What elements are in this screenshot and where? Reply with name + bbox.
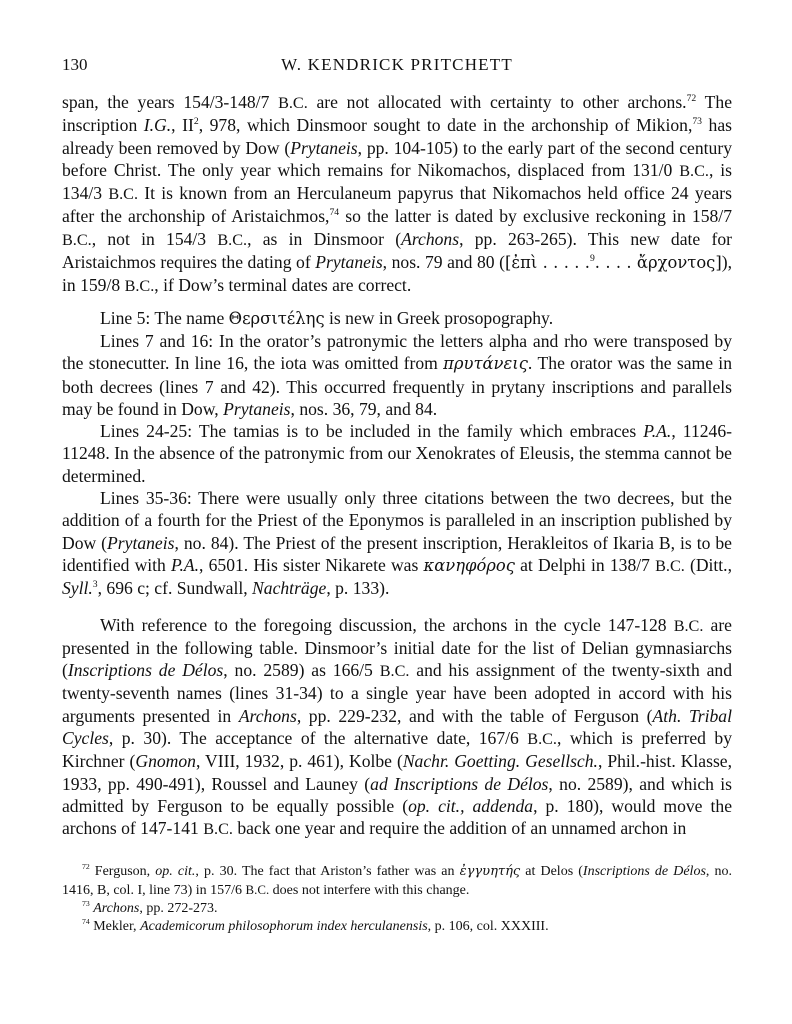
paragraph-archon-table-intro: With reference to the foregoing discussion, the archons in the cycle 147-128 B.C. are presented in the following table. Dinsmoor’s initial date for the list of Delian gymnasiarchs (Inscriptions de Délos, no. 2589) as 166/5 B.C. and his assignment of the twenty-sixth and twenty-seventh names (lines 31-34) to a single year have been adopted in accord with his arguments presented in Archons, pp. 229-232, and with the table of Ferguson (Ath. Tribal Cycles, p. 30). The acceptance of the alternative date, 167/6 B.C., which is preferred by Kirchner (Gnomon, VIII, 1932, p. 461), Kolbe (Nachr. Goetting. Gesellsch., Phil.-hist. Klasse, 1933, pp. 490-491), Roussel and Launey (ad Inscriptions de Délos, no. 2589), and which is admitted by Ferguson to be equally possible (op. cit., addenda, p. 180), would move the archons of 147-141 B.C. back one year and require the addition of an unnamed archon in [62, 614, 733, 839]
footnote-74: $^{74}$ Mekler, Academicorum philosophorum index herculanensis, p. 106, col. XXXIII. [82, 916, 549, 934]
greek-restoration: [ἐπὶ . . . . . [504, 253, 590, 273]
greek-word: πρυτάνεις [443, 354, 528, 374]
greek-word: κανηφόρος [423, 555, 515, 575]
page [62, 55, 732, 936]
footnote-ref-72: 72 [686, 92, 697, 104]
paragraph-line-5: Line 5: The name Θερσιτέλης is new in Greek prosopography. [100, 307, 554, 328]
footnotes [62, 863, 732, 936]
page-header [62, 55, 732, 81]
greek-word: ἐγγυητής [459, 863, 521, 879]
greek-name: Θερσιτέλης [228, 308, 325, 328]
footnote-73: $^{73}$ Archons, pp. 272-273. [82, 898, 218, 916]
paragraph-lines-35-36: Lines 35-36: There were usually only three citations between the two decrees, but the addition of a fourth for the Priest of the Eponymos is paralleled in an inscription published by Dow (Prytaneis, no. 84). The Priest of the present inscription, Herakleitos of Ikaria B, is to be identified with P.A., 6501. His sister Nikarete was κανηφόρος at Delphi in 138/7 B.C. (Ditt., Syll.$^3$, 696 c; cf. Sundwall, Nachträge, p. 133). [62, 488, 732, 599]
running-head: W. KENDRICK PRITCHETT [281, 55, 513, 74]
paragraph-lines-7-16: Lines 7 and 16: In the orator’s patronymic the letters alpha and rho were transposed by the stonecutter. In line 16, the iota was omitted from πρυτάνεις. The orator was the same in both decrees (lines 7 and 42). This occurred frequently in prytany inscriptions and parallels may be found in Dow, Prytaneis, nos. 36, 79, and 84. [62, 330, 732, 419]
paragraph-archon-dating: span, the years 154/3-148/7 B.C. are not allocated with certainty to other archons.$^{72}$ The inscription I.G., $II^2$, 978, which Dinsmoor sought to date in the archonship of Mikion,$^{73}$ has already been removed by Dow (Prytaneis, pp. 104-105) to the early part of the second century before Christ. The only year which remains for Nikomachos, displaced from 131/0 B.C., is 134/3 B.C. It is known from an Herculaneum papyrus that Nikomachos held office 24 years after the archonship of Aristaichmos,$^{74}$ so the latter is dated by exclusive reckoning in 158/7 B.C., not in 154/3 B.C., as in Dinsmoor (Archons, pp. 263-265). This new date for Aristaichmos requires the dating of Prytaneis, nos. 79 and 80 ([ἐπὶ . . . . .$^9$. . . . ἄρχοντος]), in 159/8 B.C., if Dow’s terminal dates are correct. [62, 92, 733, 296]
paragraph-lines-24-25: Lines 24-25: The tamias is to be included in the family which embraces P.A., 11246-11248. In the absence of the patronymic from our Xenokrates of Eleusis, the stemma cannot be determined. [62, 421, 732, 486]
footnote-ref-73: 73 [692, 116, 703, 128]
footnote-72: $^{72}$ Ferguson, op. cit., p. 30. The fact that Ariston’s father was an ἐγγυητής at Delos (Inscriptions de Délos, no. 1416, B, col. I, line 73) in 157/6 B.C. does not interfere with this change. [62, 861, 733, 898]
page-number: 130 [62, 55, 88, 74]
footnote-ref-74: 74 [329, 207, 340, 219]
body-text [62, 91, 732, 841]
